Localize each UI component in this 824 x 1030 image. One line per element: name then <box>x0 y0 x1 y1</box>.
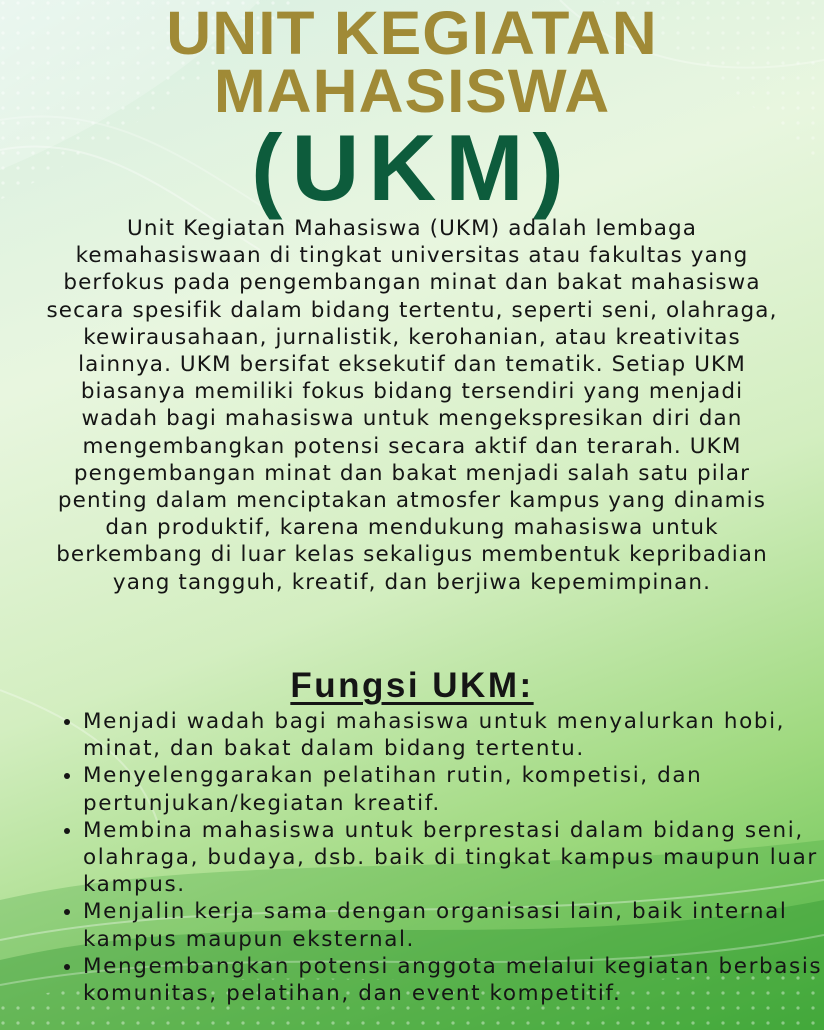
list-item: • Menjadi wadah bagi mahasiswa untuk menyalurkan hobi, minat, dan bakat dalam bidang tertentu. <box>83 708 823 762</box>
list-item: • Menyelenggarakan pelatihan rutin, kompetisi, dan pertunjukan/kegiatan kreatif. <box>83 762 823 816</box>
list-item: • Menjalin kerja sama dengan organisasi lain, baik internal kampus maupun eksternal. <box>83 898 823 952</box>
fungsi-heading: Fungsi UKM: <box>290 666 534 705</box>
title-line-1: UNIT KEGIATAN <box>166 0 658 67</box>
title-line-2: MAHASISWA <box>213 57 611 125</box>
title-abbreviation: (UKM) <box>251 115 573 220</box>
fungsi-list <box>60 708 823 1007</box>
intro-paragraph: Unit Kegiatan Mahasiswa (UKM) adalah lembaga kemahasiswaan di tingkat universitas atau fakultas yang berfokus pada pengembangan minat dan bakat mahasiswa secara spesifik dalam bidang tertentu, seperti seni, olahraga, kewirausahaan, jurnalistik, kerohanian, atau kreativitas lainnya. UKM bersifat eksekutif dan tematik. Setiap UKM biasanya memiliki fokus bidang tersendiri yang menjadi wadah bagi mahasiswa untuk mengekspresikan diri dan mengembangkan potensi secara aktif dan terarah. UKM pengembangan minat dan bakat menjadi salah satu pilar penting dalam menciptakan atmosfer kampus yang dinamis dan produktif, karena mendukung mahasiswa untuk berkembang di luar kelas sekaligus membentuk kepribadian yang tangguh, kreatif, dan berjiwa kepemimpinan. <box>46 216 778 595</box>
list-item: • Membina mahasiswa untuk berprestasi dalam bidang seni, olahraga, budaya, dsb. baik di tingkat kampus maupun luar kampus. <box>83 817 823 899</box>
list-item: • Mengembangkan potensi anggota melalui kegiatan berbasis komunitas, pelatihan, dan event kompetitif. <box>83 953 823 1007</box>
